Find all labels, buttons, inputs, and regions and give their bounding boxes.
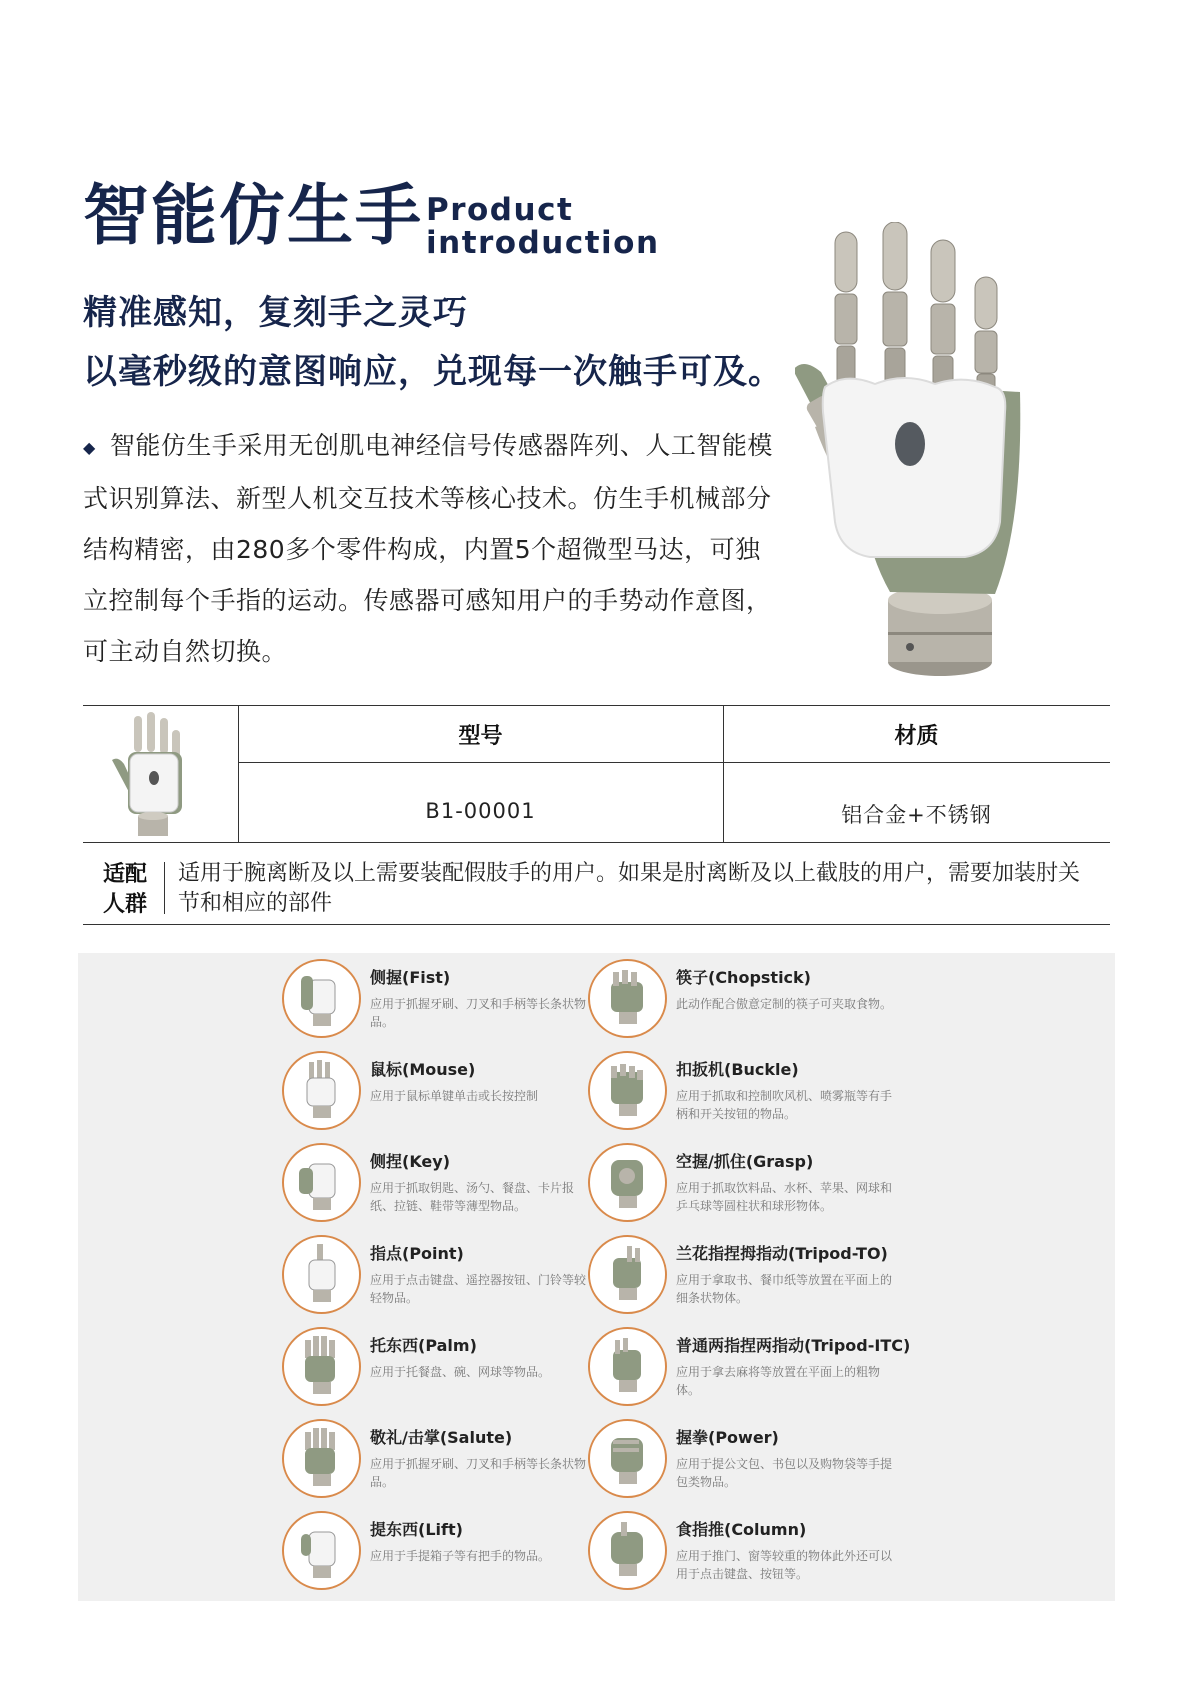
gesture-name: 提东西(Lift)	[370, 1520, 463, 1539]
bionic-hand-image	[795, 222, 1085, 682]
gesture-name: 托东西(Palm)	[370, 1336, 477, 1355]
gesture-name: 握拳(Power)	[676, 1428, 779, 1447]
subtitle-en-line1: Product	[426, 192, 574, 228]
gesture-desc: 应用于拿去麻将等放置在平面上的粗物体。	[676, 1365, 881, 1397]
gesture-name: 鼠标(Mouse)	[370, 1060, 476, 1079]
gesture-name: 扣扳机(Buckle)	[676, 1060, 799, 1079]
fit-label	[103, 860, 147, 920]
gesture-chopstick-icon	[588, 959, 667, 1038]
slogan-line2: 以毫秒级的意图响应，兑现每一次触手可及。	[83, 352, 783, 392]
gesture-desc: 应用于点击键盘、遥控器按钮、门铃等较轻物品。	[370, 1273, 587, 1305]
table-header-material: 材质	[894, 724, 939, 749]
hand-thumbnail	[110, 712, 220, 842]
gesture-desc: 应用于抓取和控制吹风机、喷雾瓶等有手柄和开关按钮的物品。	[676, 1089, 893, 1121]
table-header-model: 型号	[458, 724, 503, 749]
gesture-item	[282, 1511, 592, 1601]
table-cell-model: B1-00001	[425, 799, 536, 823]
bullet-icon: ◆	[83, 437, 96, 457]
gesture-name: 空握/抓住(Grasp)	[676, 1152, 814, 1171]
gesture-tripod-itc-icon	[588, 1327, 667, 1406]
gesture-key-icon	[282, 1143, 361, 1222]
fit-label-line2: 人群	[103, 892, 148, 917]
gesture-fist-icon	[282, 959, 361, 1038]
gesture-column-icon	[588, 1511, 667, 1590]
gesture-desc: 应用于托餐盘、碗、网球等物品。	[370, 1365, 551, 1379]
gesture-name: 食指推(Column)	[676, 1520, 807, 1539]
gesture-item	[588, 1419, 898, 1509]
description-text: 智能仿生手采用无创肌电神经信号传感器阵列、人工智能模式识别算法、新型人机交互技术等核心技术。仿生手机械部分结构精密，由280多个零件构成，内置5个超微型马达，可独立控制每个手指的运动。传感器可感知用户的手势动作意图，可主动自然切换。	[83, 431, 773, 666]
gesture-name: 普通两指捏两指动(Tripod-ITC)	[676, 1336, 911, 1355]
gesture-name: 指点(Point)	[370, 1244, 464, 1263]
description	[83, 420, 783, 677]
gesture-name: 侧捏(Key)	[370, 1152, 451, 1171]
gesture-item	[282, 1419, 592, 1509]
gesture-desc: 应用于拿取书、餐巾纸等放置在平面上的细条状物体。	[676, 1273, 893, 1305]
fit-divider	[164, 862, 165, 914]
gesture-item	[282, 1235, 592, 1325]
gesture-item	[588, 1327, 911, 1417]
gesture-desc: 应用于鼠标单键单击或长按控制	[370, 1089, 539, 1103]
table-mid-rule	[238, 762, 1110, 763]
subtitle-en	[426, 194, 660, 260]
gesture-item	[588, 1143, 898, 1233]
gesture-item	[588, 1235, 898, 1325]
gesture-tripod-to-icon	[588, 1235, 667, 1314]
gesture-lift-icon	[282, 1511, 361, 1590]
gesture-grasp-icon	[588, 1143, 667, 1222]
gesture-power-icon	[588, 1419, 667, 1498]
gesture-item	[588, 1511, 898, 1601]
gesture-desc: 应用于提公文包、书包以及购物袋等手提包类物品。	[676, 1457, 893, 1489]
gesture-mouse-icon	[282, 1051, 361, 1130]
table-bottom-rule	[83, 842, 1110, 843]
gesture-palm-icon	[282, 1327, 361, 1406]
slogan-line1: 精准感知，复刻手之灵巧	[83, 293, 468, 333]
gesture-desc: 应用于抓取饮料品、水杯、苹果、网球和乒乓球等圆柱状和球形物体。	[676, 1181, 893, 1213]
gesture-salute-icon	[282, 1419, 361, 1498]
gesture-name: 筷子(Chopstick)	[676, 968, 811, 987]
gesture-item	[282, 959, 592, 1049]
gesture-desc: 此动作配合傲意定制的筷子可夹取食物。	[676, 997, 893, 1011]
gesture-item	[588, 959, 898, 1049]
gesture-buckle-icon	[588, 1051, 667, 1130]
gesture-item	[282, 1327, 592, 1417]
fit-text: 适用于腕离断及以上需要装配假肢手的用户。如果是肘离断及以上截肢的用户，需要加装肘关节和相应的部件	[178, 861, 1081, 916]
gesture-desc: 应用于抓握牙刷、刀叉和手柄等长条状物品。	[370, 1457, 587, 1489]
gesture-desc: 应用于推门、窗等较重的物体此外还可以用于点击键盘、按钮等。	[676, 1549, 893, 1581]
fit-label-line1: 适配	[103, 862, 148, 887]
gesture-desc: 应用于手提箱子等有把手的物品。	[370, 1549, 551, 1563]
gesture-name: 敬礼/击掌(Salute)	[370, 1428, 513, 1447]
subtitle-en-line2: introduction	[426, 225, 660, 261]
page-title: 智能仿生手	[83, 177, 423, 254]
gesture-name: 侧握(Fist)	[370, 968, 451, 987]
gesture-desc: 应用于抓握牙刷、刀叉和手柄等长条状物品。	[370, 997, 587, 1029]
gestures-panel	[78, 953, 1115, 1601]
gesture-item	[282, 1051, 592, 1141]
gesture-desc: 应用于抓取钥匙、汤勺、餐盘、卡片报纸、拉链、鞋带等薄型物品。	[370, 1181, 575, 1213]
gesture-item	[588, 1051, 898, 1141]
gesture-name: 兰花指捏拇指动(Tripod-TO)	[676, 1244, 888, 1263]
fit-bottom-rule	[83, 924, 1110, 925]
table-cell-material: 铝合金+不锈钢	[841, 803, 992, 827]
gesture-point-icon	[282, 1235, 361, 1314]
gesture-item	[282, 1143, 592, 1233]
